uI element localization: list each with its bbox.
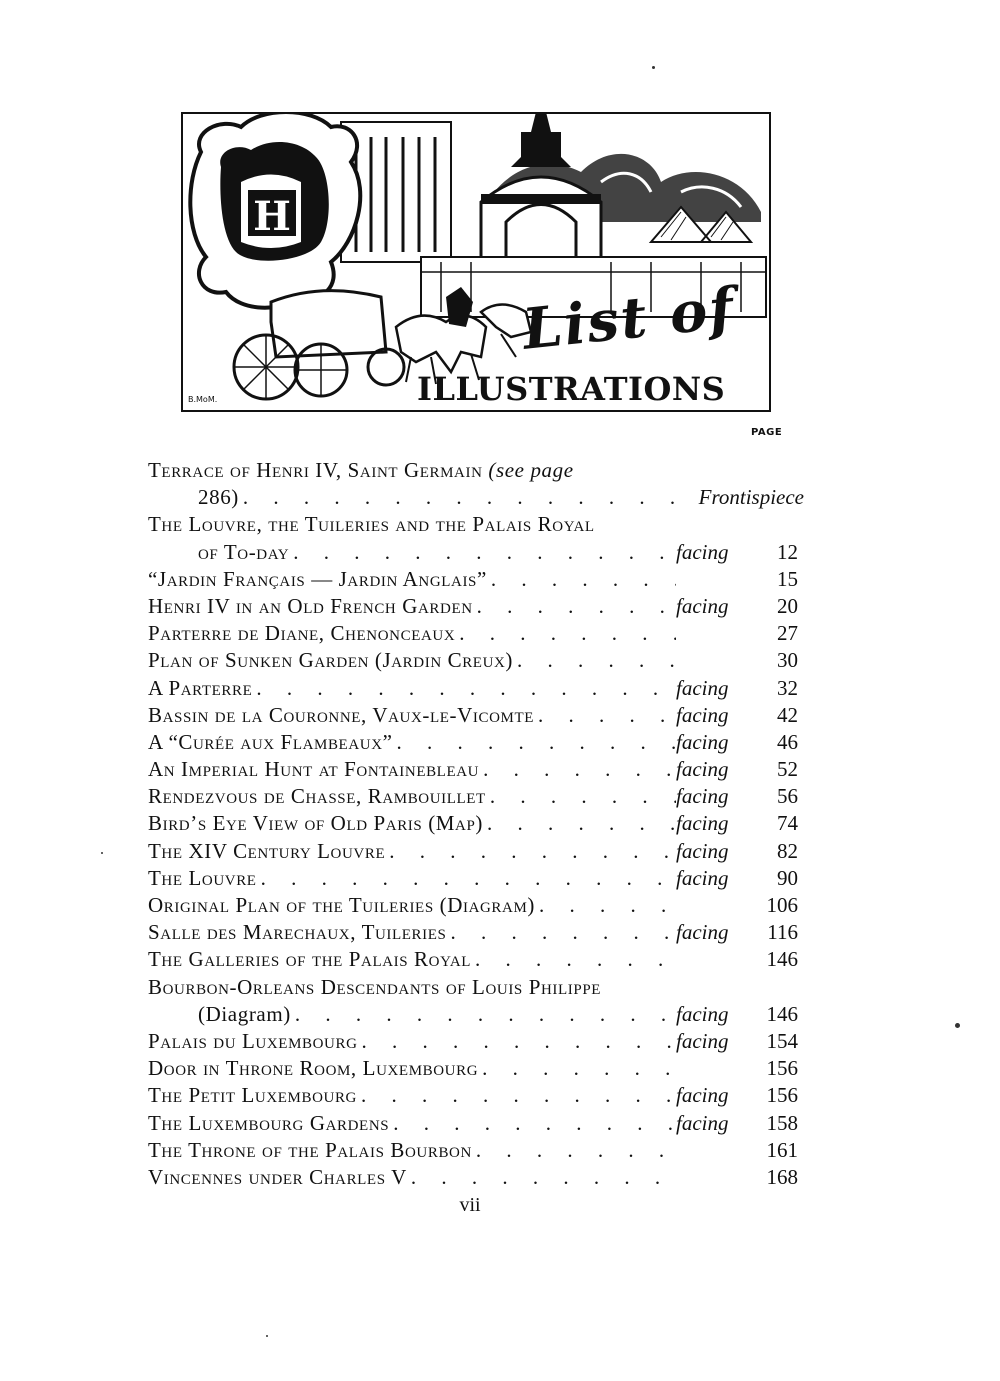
- leader-dots: [473, 593, 676, 620]
- list-item: [148, 675, 808, 702]
- entry-facing: facing: [676, 1001, 729, 1026]
- leader-dots: [358, 1028, 676, 1055]
- entry-page: 158: [766, 1110, 798, 1135]
- entry-page: 116: [767, 920, 798, 945]
- list-item: [148, 1028, 808, 1055]
- scan-speck: [266, 1335, 268, 1337]
- list-item: [148, 756, 808, 783]
- list-item: [148, 1001, 808, 1028]
- leader-dots: [291, 1001, 676, 1028]
- entry-page: 156: [766, 1083, 798, 1108]
- entry-facing: facing: [676, 1028, 729, 1053]
- entry-facing: facing: [676, 702, 729, 727]
- entry-title: A “Curée aux Flambeaux”: [148, 729, 393, 754]
- entry-title: Parterre de Diane, Chenonceaux: [148, 621, 456, 646]
- entry-page: 32: [777, 675, 798, 700]
- scan-speck: [101, 852, 103, 854]
- artist-signature: B.MoM.: [188, 395, 218, 404]
- entry-title: of To-day: [198, 539, 290, 564]
- list-item: [148, 919, 808, 946]
- leader-dots: [389, 1110, 676, 1137]
- page-number: vii: [459, 1194, 481, 1216]
- leader-dots: [239, 484, 699, 511]
- monogram-letter: H: [253, 193, 291, 240]
- entry-title: “Jardin Français — Jardin Anglais”: [148, 566, 487, 591]
- entry-title: Bourbon-Orleans Descendants of Louis Philippe: [148, 974, 602, 999]
- entry-page: 168: [766, 1164, 798, 1189]
- entry-facing: facing: [676, 865, 729, 890]
- list-item: [148, 539, 808, 566]
- entry-page: 74: [777, 811, 798, 836]
- leader-dots: [535, 892, 676, 919]
- leader-dots: [478, 1055, 676, 1082]
- entry-title: The Throne of the Palais Bourbon: [148, 1137, 472, 1162]
- entry-page: 46: [777, 729, 798, 754]
- entry-title: Door in Throne Room, Luxembourg: [148, 1056, 479, 1081]
- list-item: [148, 783, 808, 810]
- entry-page: 15: [777, 566, 798, 591]
- leader-dots: [385, 838, 676, 865]
- list-item: [148, 647, 808, 674]
- entry-facing: facing: [676, 593, 729, 618]
- entry-page: 42: [777, 702, 798, 727]
- entry-title: The Galleries of the Palais Royal: [148, 947, 472, 972]
- entry-title: The Luxembourg Gardens: [148, 1110, 390, 1135]
- page-column-label: PAGE: [751, 427, 783, 438]
- entry-page: 156: [766, 1056, 798, 1081]
- entry-facing: facing: [676, 784, 729, 809]
- list-item: [148, 729, 808, 756]
- entry-title: Terrace of Henri IV, Saint Germain (see page: [148, 458, 574, 482]
- leader-dots: [357, 1082, 676, 1109]
- leader-dots: [534, 702, 676, 729]
- scan-speck: [955, 1023, 960, 1028]
- entry-facing: facing: [676, 1110, 729, 1135]
- entry-page: 146: [766, 1001, 798, 1026]
- illustrations-list: [148, 457, 808, 1191]
- header-title-word: ILLUSTRATIONS: [417, 370, 726, 408]
- entry-page: 20: [777, 593, 798, 618]
- list-item: [148, 946, 808, 973]
- list-item: [148, 620, 808, 647]
- leader-dots: [483, 810, 676, 837]
- entry-title: A Parterre: [148, 675, 253, 700]
- entry-page: 30: [777, 648, 798, 673]
- entry-title: An Imperial Hunt at Fontainebleau: [148, 757, 480, 782]
- list-item: [148, 810, 808, 837]
- list-item: [148, 702, 808, 729]
- list-item: [148, 593, 808, 620]
- leader-dots: [472, 1137, 676, 1164]
- entry-page: 154: [766, 1028, 798, 1053]
- leader-dots: [393, 729, 676, 756]
- entry-title: The Petit Luxembourg: [148, 1083, 357, 1108]
- list-item: [148, 1082, 808, 1109]
- entry-page: 56: [777, 784, 798, 809]
- entry-title: The Louvre, the Tuileries and the Palais Royal: [148, 512, 595, 537]
- entry-page: 106: [766, 893, 798, 917]
- leader-dots: [487, 566, 676, 593]
- entry-facing: facing: [676, 1083, 729, 1108]
- entry-page: 82: [777, 838, 798, 863]
- leader-dots: [252, 675, 676, 702]
- entry-title: Bird’s Eye View of Old Paris (Map): [148, 811, 484, 836]
- entry-facing: facing: [676, 675, 729, 700]
- list-item: [148, 1055, 808, 1082]
- entry-facing: facing: [676, 920, 729, 945]
- leader-dots: [479, 756, 676, 783]
- entry-facing: facing: [676, 757, 729, 782]
- entry-title: 286): [198, 485, 239, 510]
- list-item: [148, 1137, 808, 1164]
- leader-dots: [513, 647, 676, 674]
- leader-dots: [471, 946, 676, 973]
- entry-page: 90: [777, 865, 798, 890]
- list-item: [148, 457, 808, 484]
- entry-title: Plan of Sunken Garden (Jardin Creux): [148, 648, 514, 673]
- entry-title: Original Plan of the Tuileries (Diagram): [148, 893, 536, 917]
- entry-title: Palais du Luxembourg: [148, 1028, 358, 1053]
- list-item: [148, 1164, 808, 1191]
- entry-title: The Louvre: [148, 865, 257, 890]
- entry-title: Rendezvous de Chasse, Rambouillet: [148, 784, 486, 809]
- leader-dots: [407, 1164, 676, 1191]
- entry-page: 52: [777, 757, 798, 782]
- list-item: [148, 892, 808, 919]
- list-item: [148, 511, 808, 538]
- entry-facing: facing: [676, 811, 729, 836]
- entry-title: Bassin de la Couronne, Vaux-le-Vicomte: [148, 702, 534, 727]
- leader-dots: [289, 539, 676, 566]
- entry-title: Henri IV in an Old French Garden: [148, 593, 473, 618]
- header-title-script: List of: [519, 274, 739, 363]
- list-item: [148, 838, 808, 865]
- entry-facing: facing: [676, 729, 729, 754]
- scan-speck: [652, 66, 655, 69]
- header-engraving: [181, 112, 771, 412]
- list-item: [148, 1110, 808, 1137]
- entry-note: (see page: [488, 458, 574, 482]
- list-item: [148, 566, 808, 593]
- entry-facing: Frontispiece: [698, 485, 804, 510]
- entry-page: 27: [777, 621, 798, 646]
- leader-dots: [446, 919, 676, 946]
- entry-facing: facing: [676, 838, 729, 863]
- entry-title: The XIV Century Louvre: [148, 838, 386, 863]
- list-item: [148, 974, 808, 1001]
- header-illustration: [181, 112, 771, 412]
- entry-title: (Diagram): [198, 1001, 291, 1026]
- entry-title: Salle des Marechaux, Tuileries: [148, 920, 447, 945]
- entry-page: 161: [766, 1137, 798, 1162]
- entry-title: Vincennes under Charles V: [148, 1164, 407, 1189]
- leader-dots: [257, 865, 676, 892]
- entry-facing: facing: [676, 539, 729, 564]
- leader-dots: [486, 783, 676, 810]
- entry-page: 12: [777, 539, 798, 564]
- leader-dots: [455, 620, 676, 647]
- list-item: [148, 865, 808, 892]
- entry-page: 146: [766, 947, 798, 972]
- list-item: [148, 484, 808, 511]
